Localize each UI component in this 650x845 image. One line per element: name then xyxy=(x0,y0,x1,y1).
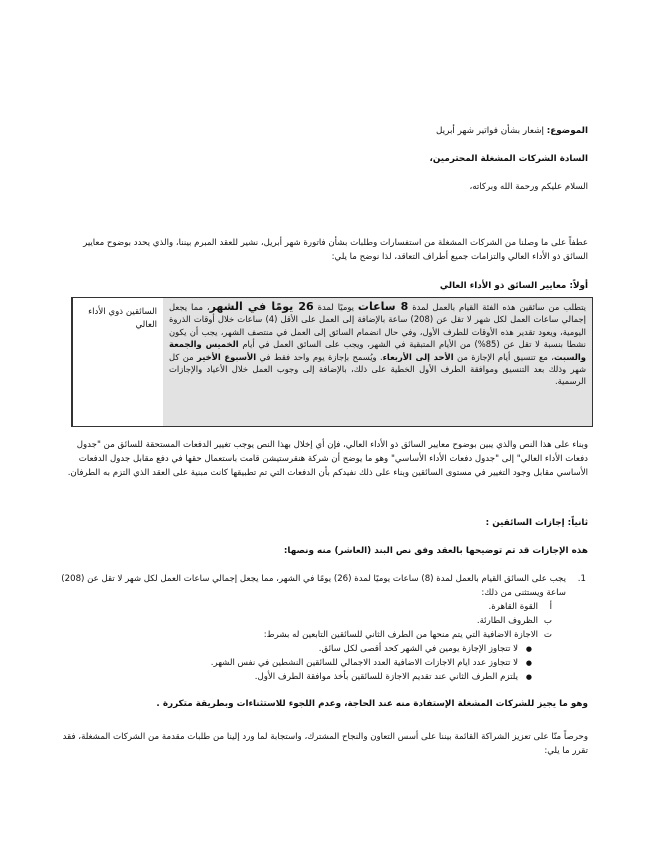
subject-text: إشعار بشأن فواتير شهر أبريل xyxy=(436,126,547,136)
section1-title: أولاً: معايير السائق ذو الأداء العالي xyxy=(439,281,588,291)
sub-item-a xyxy=(60,600,588,614)
sub-item-a-mark: أ xyxy=(549,602,552,612)
intro-paragraph: عطفاً على ما وصلنا من الشركات المشغلة من استفسارات وطلبات بشأن فاتورة شهر أبريل، نشير للعقد المبرم بيننا، والذي يحدد بوضوح معايير السائق ذو الأداء العالي والتزامات جميع أطراف التعاقد، لذا نوضح ما يلي: xyxy=(83,238,588,262)
bullet-2-text: لا تتجاوز عدد ايام الاجازات الاضافية العدد الاجمالي للسائقين النشطين في نفس الشهر. xyxy=(210,658,518,668)
criteria-table xyxy=(71,297,593,427)
table-text-6: من كل شهر وذلك بعد التنسيق وموافقة الطرف الأول الخطية على ذلك، بالإضافة إلى وجوب العمل خلال الأعياد والإجازات الرسمية. xyxy=(169,351,586,387)
bullet-dot-icon: ● xyxy=(525,659,532,667)
bullet-3-text: يلتزم الطرف الثاني عند تقديم الاجازة للسائقين بأخذ موافقة الطرف الأول. xyxy=(254,672,518,682)
table-hours: 8 ساعات xyxy=(357,300,409,313)
table-days-bold: الخميس والجمعة والسبت xyxy=(169,339,587,362)
sub-item-c-text: الاجازة الاضافية التي يتم منحها من الطرف الثاني للسائقين التابعين له بشرط: xyxy=(263,630,538,640)
subject-line xyxy=(60,124,588,138)
bullet-3 xyxy=(60,670,588,684)
item-1-marker: 1. xyxy=(577,574,586,584)
table-text-1: يتطلب من سائقين هذه الفئة القيام بالعمل لمدة xyxy=(408,302,586,312)
sub-item-c xyxy=(60,628,588,642)
section2-subtitle: هذه الإجازات قد تم توضيحها بالعقد وفق نص البند (العاشر) منه ونصها: xyxy=(283,546,588,556)
item-1 xyxy=(60,572,588,684)
bullet-2 xyxy=(60,656,588,670)
bullet-dot-icon: ● xyxy=(525,673,532,681)
note-bold: وهو ما يجيز للشركات المشغلة الإستفادة منه عند الحاجة، وعدم اللجوء للاستثناءات وبطريقة متكررة . xyxy=(156,699,588,709)
item-1-text: يجب على السائق القيام بالعمل لمدة (8) ساعات يوميًا لمدة (26) يومًا في الشهر، مما يجعل إجمالي ساعات العمل لكل شهر لا تقل عن (208) ساعة ويستثنى من ذلك: xyxy=(61,574,566,598)
salutation: السلام عليكم ورحمة الله وبركاته، xyxy=(469,182,588,192)
sub-item-b xyxy=(60,614,588,628)
bullet-1 xyxy=(60,642,588,656)
sub-item-b-text: الظروف الطارئة. xyxy=(476,616,538,626)
table-text-cell xyxy=(163,298,592,426)
table-days: 26 يومًا في الشهر xyxy=(209,300,314,313)
sub-item-c-mark: ت xyxy=(543,630,552,640)
table-text-2: يوميًا لمدة xyxy=(313,302,358,312)
sub-item-a-text: القوة القاهرة. xyxy=(488,602,538,612)
table-text-4: ، مع تنسيق أيام الإجازة من xyxy=(453,351,554,362)
paragraph-2: وبناء على هذا النص والذي يبين بوضوح معايير السائق ذو الأداء العالي، فإن أي إخلال بهذا النص يوجب تغيير الدفعات المستحقة للسائق من "جدول دفعات الأداء العالي" إلى "جدول دفعات الأداء الأساسي" وهو ما يوضح أن شركة هنقرستيشن قامت باستعمال حقها في دفع مقابل جدول الدفعات الأساسي مقابل وجود التغيير في مستوى السائقين وبناء على ذلك نفيدكم بأن الدفعات التي تم تطبيقها كانت مبنية على العقد الذي التزم به الطرفان. xyxy=(67,440,588,478)
greeting-title: السادة الشركات المشغلة المحترمين، xyxy=(429,154,588,164)
bullet-dot-icon: ● xyxy=(525,645,532,653)
table-text-5: . ويُسمح بإجازة يوم واحد فقط في xyxy=(256,351,383,362)
table-text-3: ، مما يجعل إجمالي ساعات العمل لكل شهر لا تقل عن (208) ساعة بالإضافة إلى العمل على الأقل (4) ساعات خلال أوقات الذروة اليومية، ويعود تقدير هذه الأوقات للطرف الأول، وفي حال انضمام السائق إلى العمل في منتصف الشهر، يجب أن يكون نشطا بنسبة لا تقل عن (85%) من الأيام المتبقية في الشهر، ويجب على السائق العمل في أيام xyxy=(169,302,586,350)
section2-title: ثانياً: إجازات السائقين : xyxy=(485,518,588,528)
closing-paragraph: وحرصاً منّا على تعزيز الشراكة القائمة بيننا على أسس التعاون والنجاح المشترك، واستجابة لما ورد إلينا من طلبات مقدمة من الشركات المشغلة، فقد تقرر ما يلي: xyxy=(62,732,588,756)
subject-label: الموضوع: xyxy=(546,126,588,136)
bullet-1-text: لا تتجاوز الإجازة يومين في الشهر كحد أقصى لكل سائق. xyxy=(318,644,518,654)
table-sun-wed: الأحد إلى الأربعاء xyxy=(382,351,454,362)
table-label-cell: السائقين ذوي الأداء العالي xyxy=(72,298,163,426)
table-last-week: الأسبوع الأخير xyxy=(196,351,257,362)
sub-item-b-mark: ب xyxy=(543,616,552,626)
